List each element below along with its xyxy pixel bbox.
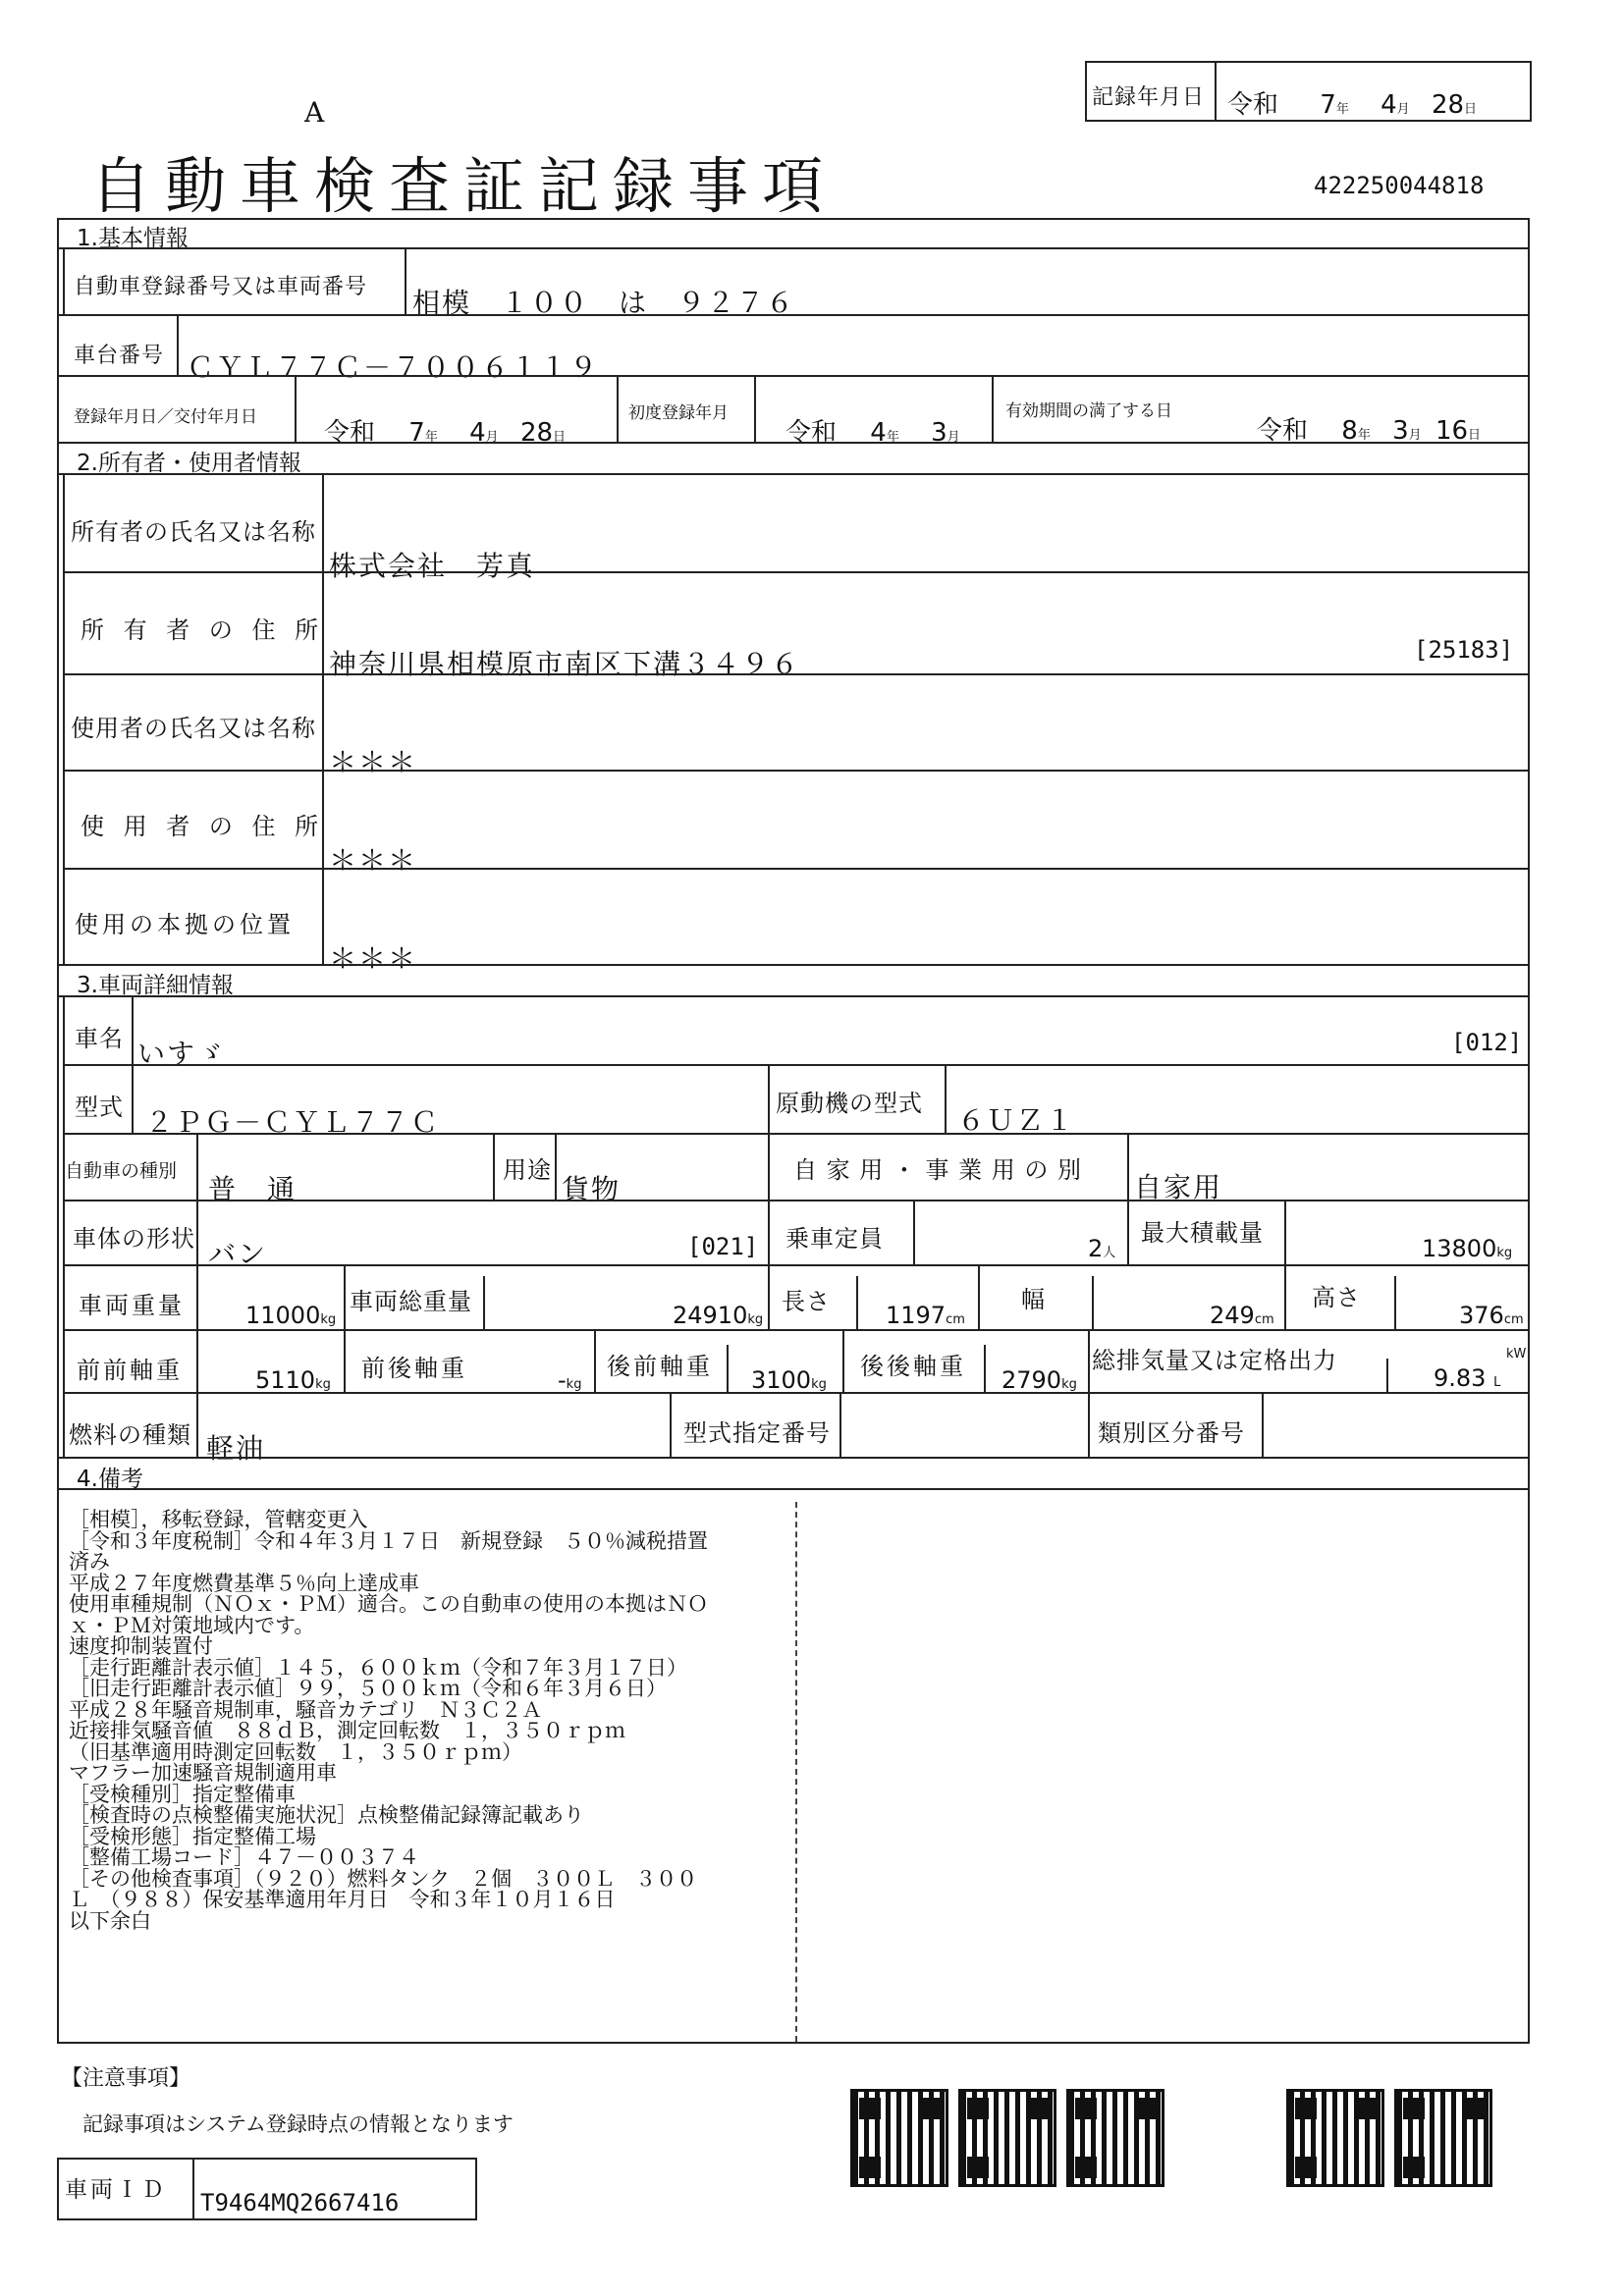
chassis-label: 車台番号 (74, 344, 165, 368)
remark-line: ［整備工場コード］４７－００３７４ (69, 1845, 419, 1869)
qr-code-icon (1066, 2089, 1164, 2187)
expiry-value: 令和 8年 3月 16日 (1257, 416, 1482, 446)
weight-label: 車両重量 (79, 1292, 185, 1319)
remark-line: ［検査時の点検整備実施状況］点検整備記録簿記載あり (69, 1803, 584, 1827)
notes-text: 記録事項はシステム登録時点の情報となります (82, 2112, 514, 2136)
rear-rear-axle-label: 後後軸重 (860, 1353, 966, 1380)
record-date: 令和 7年 4月 28日 (1227, 90, 1478, 120)
remark-line: ［その他検査事項］（９２０）燃料タンク ２個 ３００Ｌ ３００ (69, 1866, 698, 1891)
remark-line: 平成２８年騒音規制車，騒音カテゴリ Ｎ３Ｃ２Ａ (69, 1697, 543, 1722)
section1-title: 1.基本情報 (77, 226, 189, 251)
remark-line: ［受検種別］指定整備車 (69, 1782, 296, 1806)
displacement-unit-kw: kW (1506, 1347, 1527, 1362)
gross-weight-label: 車両総重量 (350, 1288, 472, 1315)
kind-label: 自動車の種別 (65, 1160, 178, 1182)
first-reg-label: 初度登録年月 (628, 403, 729, 423)
car-name-value: いすゞ (137, 1038, 227, 1070)
remark-line: ［受検形態］指定整備工場 (69, 1824, 316, 1848)
section3-title: 3.車両詳細情報 (77, 973, 234, 998)
class-number-label: 類別区分番号 (1098, 1419, 1245, 1447)
reg-no-value: 相模 １００ は ９２７６ (412, 287, 796, 319)
expiry-label: 有効期間の満了する日 (1005, 401, 1172, 421)
height-label: 高さ (1312, 1284, 1361, 1311)
section2-title: 2.所有者・使用者情報 (77, 451, 301, 476)
qr-code-icon (1394, 2089, 1492, 2187)
front-rear-axle-label: 前後軸重 (361, 1355, 467, 1382)
owner-address-code: [25183] (1414, 636, 1514, 664)
remark-line: ［旧走行距離計表示値］９９，５００ｋｍ（令和６年３月６日） (69, 1677, 667, 1700)
owner-address-label: 所 有 者 の 住 所 (81, 616, 325, 644)
private-business-label: 自 家 用 ・ 事 業 用 の 別 (793, 1156, 1083, 1184)
qr-code-icon (850, 2089, 948, 2187)
fuel-label: 燃料の種類 (69, 1421, 191, 1449)
vehicle-id-value: T9464MQ2667416 (200, 2189, 400, 2216)
max-load-value: 13800kg (1422, 1235, 1513, 1262)
reg-date-label: 登録年月日／交付年月日 (74, 407, 257, 427)
chassis-value: ＣＹＬ７７Ｃ－７００６１１９ (187, 351, 600, 384)
kind-value: 普 通 (208, 1173, 298, 1205)
engine-value: ６ＵＺ１ (957, 1104, 1076, 1137)
fuel-value: 軽油 (206, 1432, 266, 1465)
owner-name-value: 株式会社 芳真 (329, 550, 536, 582)
section4-title: 4.備考 (77, 1467, 143, 1492)
engine-label: 原動機の型式 (776, 1090, 923, 1117)
remark-line: ［走行距離計表示値］１４５，６００ｋｍ（令和７年３月１７日） (69, 1655, 687, 1680)
body-value: バン (208, 1238, 268, 1270)
front-front-axle-label: 前前軸重 (77, 1357, 183, 1384)
capacity-value: 2人 (1088, 1235, 1116, 1262)
remark-line: Ｌ （９８８）保安基準適用年月日 令和３年１０月１６日 (69, 1888, 616, 1911)
first-reg-value: 令和 4年 3月 (785, 418, 960, 448)
rear-front-axle-value: 3100kg (751, 1366, 827, 1394)
vehicle-id-label: 車両ＩＤ (65, 2177, 167, 2203)
remark-line: （旧基準適用時測定回転数 １，３５０ｒｐｍ） (69, 1739, 522, 1764)
remark-line: 使用車種規制（ＮＯｘ・ＰＭ）適合。この自動車の使用の本拠はＮＯ (69, 1592, 708, 1616)
remark-line: ｘ・ＰＭ対策地域内です。 (69, 1613, 315, 1637)
user-address-label: 使 用 者 の 住 所 (81, 813, 325, 840)
front-front-axle-value: 5110kg (255, 1366, 331, 1394)
record-date-label: 記録年月日 (1092, 85, 1206, 110)
remark-line: 以下余白 (69, 1908, 151, 1933)
front-rear-axle-value: -kg (558, 1366, 582, 1394)
remark-line: ［令和３年度税制］令和４年３月１７日 新規登録 ５０％減税措置 (69, 1528, 708, 1553)
capacity-label: 乗車定員 (785, 1225, 884, 1253)
model-value: ２ＰＧ－ＣＹＬ７７Ｃ (145, 1106, 441, 1139)
remark-line: ［相模］，移転登録，管轄変更入 (69, 1508, 368, 1531)
remark-line: 速度抑制装置付 (69, 1634, 213, 1658)
remarks-divider (795, 1502, 797, 2042)
weight-value: 11000kg (245, 1302, 337, 1329)
qr-code-icon (1286, 2089, 1384, 2187)
remark-line: 済み (69, 1550, 110, 1574)
car-name-label: 車名 (75, 1025, 124, 1052)
model-label: 型式 (75, 1094, 124, 1121)
base-location-value: ＊＊＊ (329, 942, 418, 975)
user-name-value: ＊＊＊ (329, 746, 418, 778)
owner-name-label: 所有者の氏名又は名称 (71, 518, 316, 546)
remark-line: 平成２７年度燃費基準５％向上達成車 (69, 1571, 419, 1595)
qr-code-icon (958, 2089, 1056, 2187)
body-code: [021] (687, 1233, 759, 1260)
remark-line: マフラー加速騒音規制適用車 (69, 1761, 337, 1785)
user-address-value: ＊＊＊ (329, 844, 418, 877)
corner-letter: A (304, 96, 325, 129)
width-value: 249cm (1210, 1302, 1274, 1329)
use-value: 貨物 (562, 1173, 622, 1205)
displacement-value: 9.83 L (1434, 1364, 1501, 1392)
user-name-label: 使用者の氏名又は名称 (71, 715, 316, 742)
reg-date-value: 令和 7年 4月 28日 (324, 418, 567, 448)
owner-address-value: 神奈川県相模原市南区下溝３４９６ (329, 648, 801, 680)
rear-front-axle-label: 後前軸重 (607, 1353, 713, 1380)
body-label: 車体の形状 (73, 1225, 195, 1253)
height-value: 376cm (1459, 1302, 1524, 1329)
document-title: 自動車検査証記録事項 (90, 150, 838, 222)
remarks (69, 1510, 795, 1932)
notes-title: 【注意事項】 (61, 2066, 191, 2091)
width-label: 幅 (1021, 1286, 1046, 1313)
rear-rear-axle-value: 2790kg (1001, 1366, 1077, 1394)
length-value: 1197cm (886, 1302, 965, 1329)
use-label: 用途 (503, 1156, 552, 1184)
private-business-value: 自家用 (1134, 1171, 1223, 1203)
remark-line: 近接排気騒音値 ８８ｄＢ，測定回転数 １，３５０ｒｐｍ (69, 1719, 625, 1742)
length-label: 長さ (782, 1288, 831, 1315)
max-load-label: 最大積載量 (1141, 1219, 1264, 1247)
document-number: 422250044818 (1314, 172, 1485, 199)
car-name-code: [012] (1451, 1029, 1523, 1056)
base-location-label: 使用の本拠の位置 (75, 911, 295, 938)
type-designation-label: 型式指定番号 (683, 1419, 831, 1447)
gross-weight-value: 24910kg (673, 1302, 764, 1329)
displacement-label: 総排気量又は定格出力 (1092, 1347, 1337, 1374)
reg-no-label: 自動車登録番号又は車両番号 (74, 275, 368, 299)
